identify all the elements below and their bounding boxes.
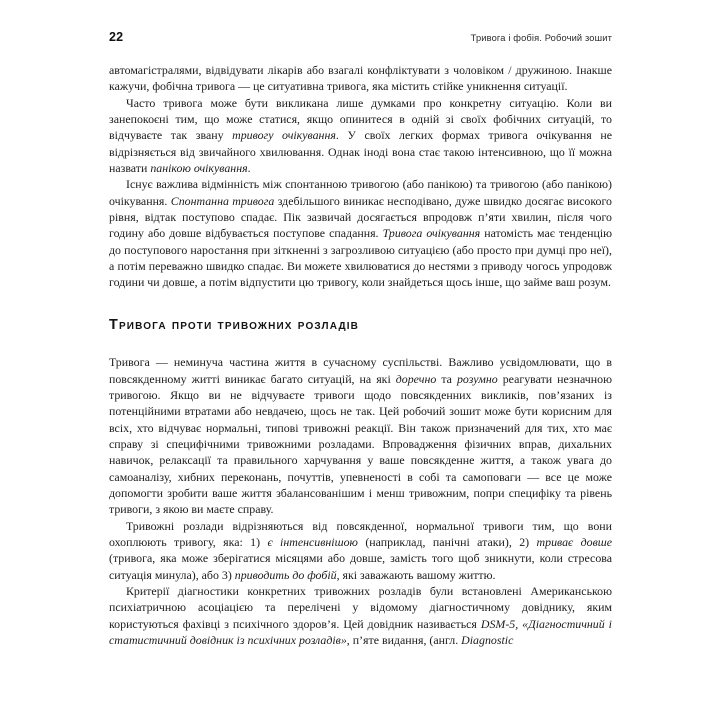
text-run: Критерії діагностики конкретних тривожних розладів були встановлені Американською психіатричною асоціацією та перелічені у відомому діагностичному довіднику, яким користуються фахівці з психічного здоров’я. Цей довідник називається: [109, 584, 612, 631]
section-heading-wrap: [109, 318, 612, 332]
text-run: Існує важлива відмінність між спонтанною тривогою (або панікою) та тривогою (або панікою) очікування.: [109, 177, 612, 208]
text-column: [109, 62, 612, 648]
emphasis-term: триває довше: [536, 535, 613, 549]
text-run: (тривога, яка може зберігатися місяцями або довше, замість того щоб зникнути, коли стресова ситуація минула), або 3): [109, 551, 612, 582]
text-run: Тривога — неминуча частина життя в сучасному суспільстві. Важливо усвідомлювати, що в повсякденному житті виникає багато ситуацій, на які: [109, 355, 612, 386]
text-run: (наприклад, панічні атаки), 2): [357, 535, 537, 549]
emphasis-term: DSM-5, «Діагностичний і статистичний довідник із психічних розладів»: [109, 616, 612, 648]
running-head: [109, 30, 612, 44]
text-run: , п’яте видання, (англ.: [346, 633, 462, 648]
paragraph: [109, 95, 612, 177]
emphasis-term: Тривога очікування: [382, 226, 481, 241]
running-title: Тривога і фобія. Робочий зошит: [470, 33, 612, 43]
text-run: . У своїх легких формах тривога очікування не відрізняється від звичайного хвилювання. Однак іноді вона стає такою інтенсивною, що її можна назвати: [109, 128, 613, 176]
emphasis-term: тривогу очікування: [232, 128, 336, 143]
emphasis-term: Спонтанна тривога: [170, 193, 275, 208]
paragraph-continuation: [109, 62, 612, 95]
paragraph: [109, 176, 612, 290]
section-heading: Тривога проти тривожних розладів: [109, 316, 360, 333]
emphasis-term: є інтенсивнішою: [267, 535, 358, 549]
text-run: , які заважають вашому життю.: [336, 567, 496, 582]
paragraph: [109, 518, 612, 583]
text-run: Часто тривога може бути викликана лише думками про конкретну ситуацію. Коли ви занепокоєні тим, що може статися, якщо опинитеся в одній зі своїх фобічних ситуацій, то відчуваєте так звану: [109, 95, 612, 143]
emphasis-term: Diagnostic: [461, 633, 514, 648]
emphasis-term: приводить до фобій: [234, 567, 337, 582]
text-run: .: [247, 161, 251, 176]
text-run: та: [436, 371, 457, 386]
text-run: натомість має тенденцію до поступового наростання при зіткненні з загрозливою ситуацією (або просто при думці про неї), а потім переважно швидко спадає. Ви можете хвилюватися до нестями з приводу чогось упродовж години чи довше, а потім відпустити цю тривогу, коли знайдеться щось інше, що займе ваш розум.: [109, 226, 613, 290]
page-number: 22: [109, 30, 124, 44]
text-run: здебільшого виникає несподівано, дуже швидко досягає високого рівня, відтак поступово спадає. Пік зазвичай досягається впродовж п’яти хвилин, після чого годину або довше відбувається поступове спадання.: [109, 193, 612, 241]
emphasis-term: розумно: [456, 371, 498, 386]
emphasis-term: панікою очікування: [150, 161, 248, 176]
emphasis-term: доречно: [395, 371, 437, 386]
text-run: автомагістралями, відвідувати лікарів або взагалі конфліктувати з чоловіком / дружиною. Інакше кажучи, фобічна тривога — це ситуативна тривога, яка містить стійке уникнення ситуації.: [109, 63, 612, 94]
paragraph: [109, 583, 612, 648]
text-run: Тривожні розлади відрізняються від повсякденної, нормальної тривоги тим, що вони охоплюють тривогу, яка: 1): [109, 518, 612, 549]
text-run: реагувати незначною тривогою. Якщо ви не відчуваєте тривоги щодо повсякденних викликів, пов’язаних із потенційними втратами або невдачею, щось не так. Цей робочий зошит може бути корисним для всіх, хто відчуває нормальні, типові тривожні реакції. Він також призначений для тих, хто має справу зі специфічними тривожними розладами. Впровадження фізичних вправ, дихальних навичок, релаксації та правильного харчування у ваше повсякденне життя, а також увага до самоаналізу, хибних переконань, почуттів, упевненості в собі та самоповаги — все це може допомогти зробити ваше життя збалансованішим і менш тривожним, попри специфіку та рівень тривоги, з якою ви маєте справу.: [109, 371, 612, 517]
paragraph: [109, 354, 612, 517]
